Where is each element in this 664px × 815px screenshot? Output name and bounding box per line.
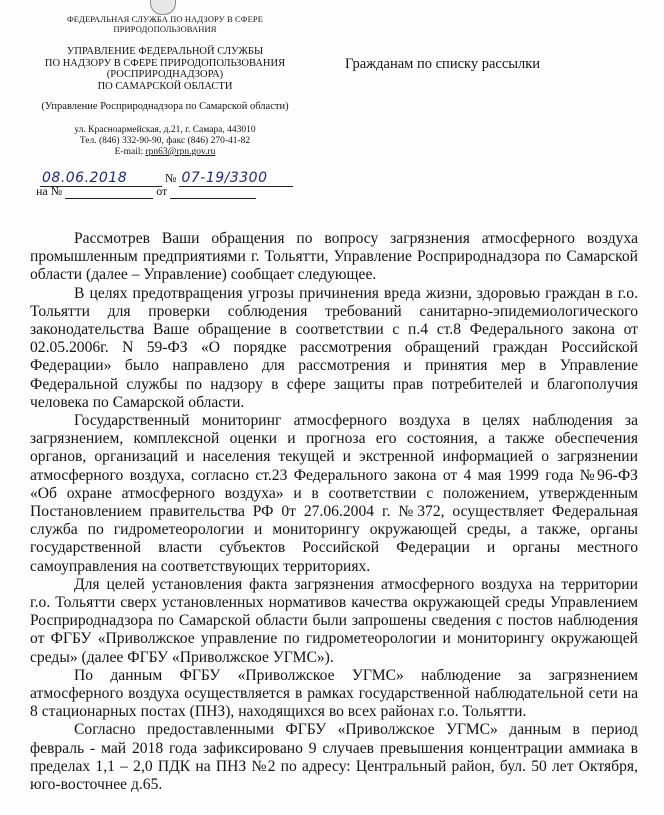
- body-paragraph: Государственный мониторинг атмосферного воздуха в целях наблюдения за загрязнением, комплексной оценки и прогноза его состояния, а также обеспечения органов, организаций и населения текущей и экстренной информацией о загрязнении атмосферного воздуха, согласно ст.23 Федерального закона от 4 мая 1999 года №96-ФЗ «Об охране атмосферного воздуха» и в соответствии с положением, утвержденным Постановлением правительства РФ 0т 27.06.2004 г. №372, осуществляет Федеральная служба по гидрометеорологии и мониторингу окружающей среды, а также, органы государственной власти субъектов Российской Федерации и органы местного самоуправления на соответствующих территориях.: [30, 412, 638, 575]
- office-name-line: ПО НАДЗОРУ В СФЕРЕ ПРИРОДОПОЛЬЗОВАНИЯ: [44, 57, 286, 69]
- office-short-name: (Управление Росприроднадзора по Самарской области): [41, 101, 289, 112]
- in-reply-label: на №: [36, 184, 63, 198]
- from-label: от: [156, 184, 168, 198]
- office-name-block: [30, 46, 300, 92]
- body-paragraph: Для целей установления факта загрязнения атмосферного воздуха на территории г.о. Тольятти сверх установленных нормативов качества окружающей среды Управлением Росприроднадзора по Самарской области были запрошены сведения с постов наблюдения от ФГБУ «Приволжское управление по гидрометеорологии и мониторингу окружающей среды» (далее ФГБУ «Приволжское УГМС»).: [30, 575, 638, 666]
- office-name-line: (РОСПРИРОДНАДЗОРА): [106, 69, 224, 80]
- in-reply-blank: [65, 186, 153, 199]
- body-paragraph: В целях предотвращения угрозы причинения вреда жизни, здоровью граждан в г.о. Тольятти для проверки соблюдения требований санитарно-эпидемиологического законодательства Ваше обращение в соответствии с п.4 ст.8 Федерального закона от 02.05.2006г. N 59-ФЗ «О порядке рассмотрения обращений граждан Российской Федерации» было направлено для рассмотрения и принятия мер в Управление Федеральной службы по надзору в сфере защиты прав потребителей и благополучия человека по Самарской области.: [30, 284, 638, 411]
- contacts-block: [30, 125, 300, 158]
- office-name-line: ПО САМАРСКОЙ ОБЛАСТИ: [97, 80, 233, 92]
- in-reply-line: [36, 184, 256, 199]
- from-blank: [170, 186, 256, 199]
- registration-date: 08.06.2018: [42, 170, 128, 186]
- office-name-line: УПРАВЛЕНИЕ ФЕДЕРАЛЬНОЙ СЛУЖБЫ: [66, 46, 264, 57]
- email-line: [30, 147, 300, 158]
- phone-fax: Тел. (846) 332-90-90, факс (846) 270-41-82: [79, 136, 251, 146]
- address: ул. Красноармейская, д.21, г. Самара, 443010: [74, 125, 256, 135]
- agency-top-line: ФЕДЕРАЛЬНАЯ СЛУЖБА ПО НАДЗОРУ В СФЕРЕ ПРИРОДОПОЛЬЗОВАНИЯ: [66, 14, 264, 34]
- email-label: E-mail:: [114, 147, 144, 157]
- body-paragraph: Рассмотрев Ваши обращения по вопросу загрязнения атмосферного воздуха промышленным предприятиями г. Тольятти, Управление Росприроднадзора по Самарской области (далее – Управление) сообщает следующее.: [30, 230, 638, 284]
- email-link[interactable]: rpn63@rpn.gov.ru: [145, 147, 216, 157]
- registration-number: 07-19/3300: [181, 170, 268, 186]
- emblem-icon: [150, 0, 176, 15]
- recipient: Гражданам по списку рассылки: [345, 56, 541, 72]
- letter-body: [30, 230, 638, 794]
- body-paragraph: Согласно предоставленными ФГБУ «Приволжское УГМС» данным в период февраль - май 2018 года зафиксировано 9 случаев превышения концентрации аммиака в пределах 1,1 – 2,0 ПДК на ПНЗ №2 по адресу: Центральный район, бул. 50 лет Октября, юго-восточнее д.65.: [30, 721, 638, 794]
- number-label: №: [165, 171, 177, 185]
- body-paragraph: По данным ФГБУ «Приволжское УГМС» наблюдение за загрязнением атмосферного воздуха осуществляется в рамках государственной наблюдательной сети на 8 стационарных постах (ПНЗ), находящихся во всех районах г.о. Тольятти.: [30, 666, 638, 721]
